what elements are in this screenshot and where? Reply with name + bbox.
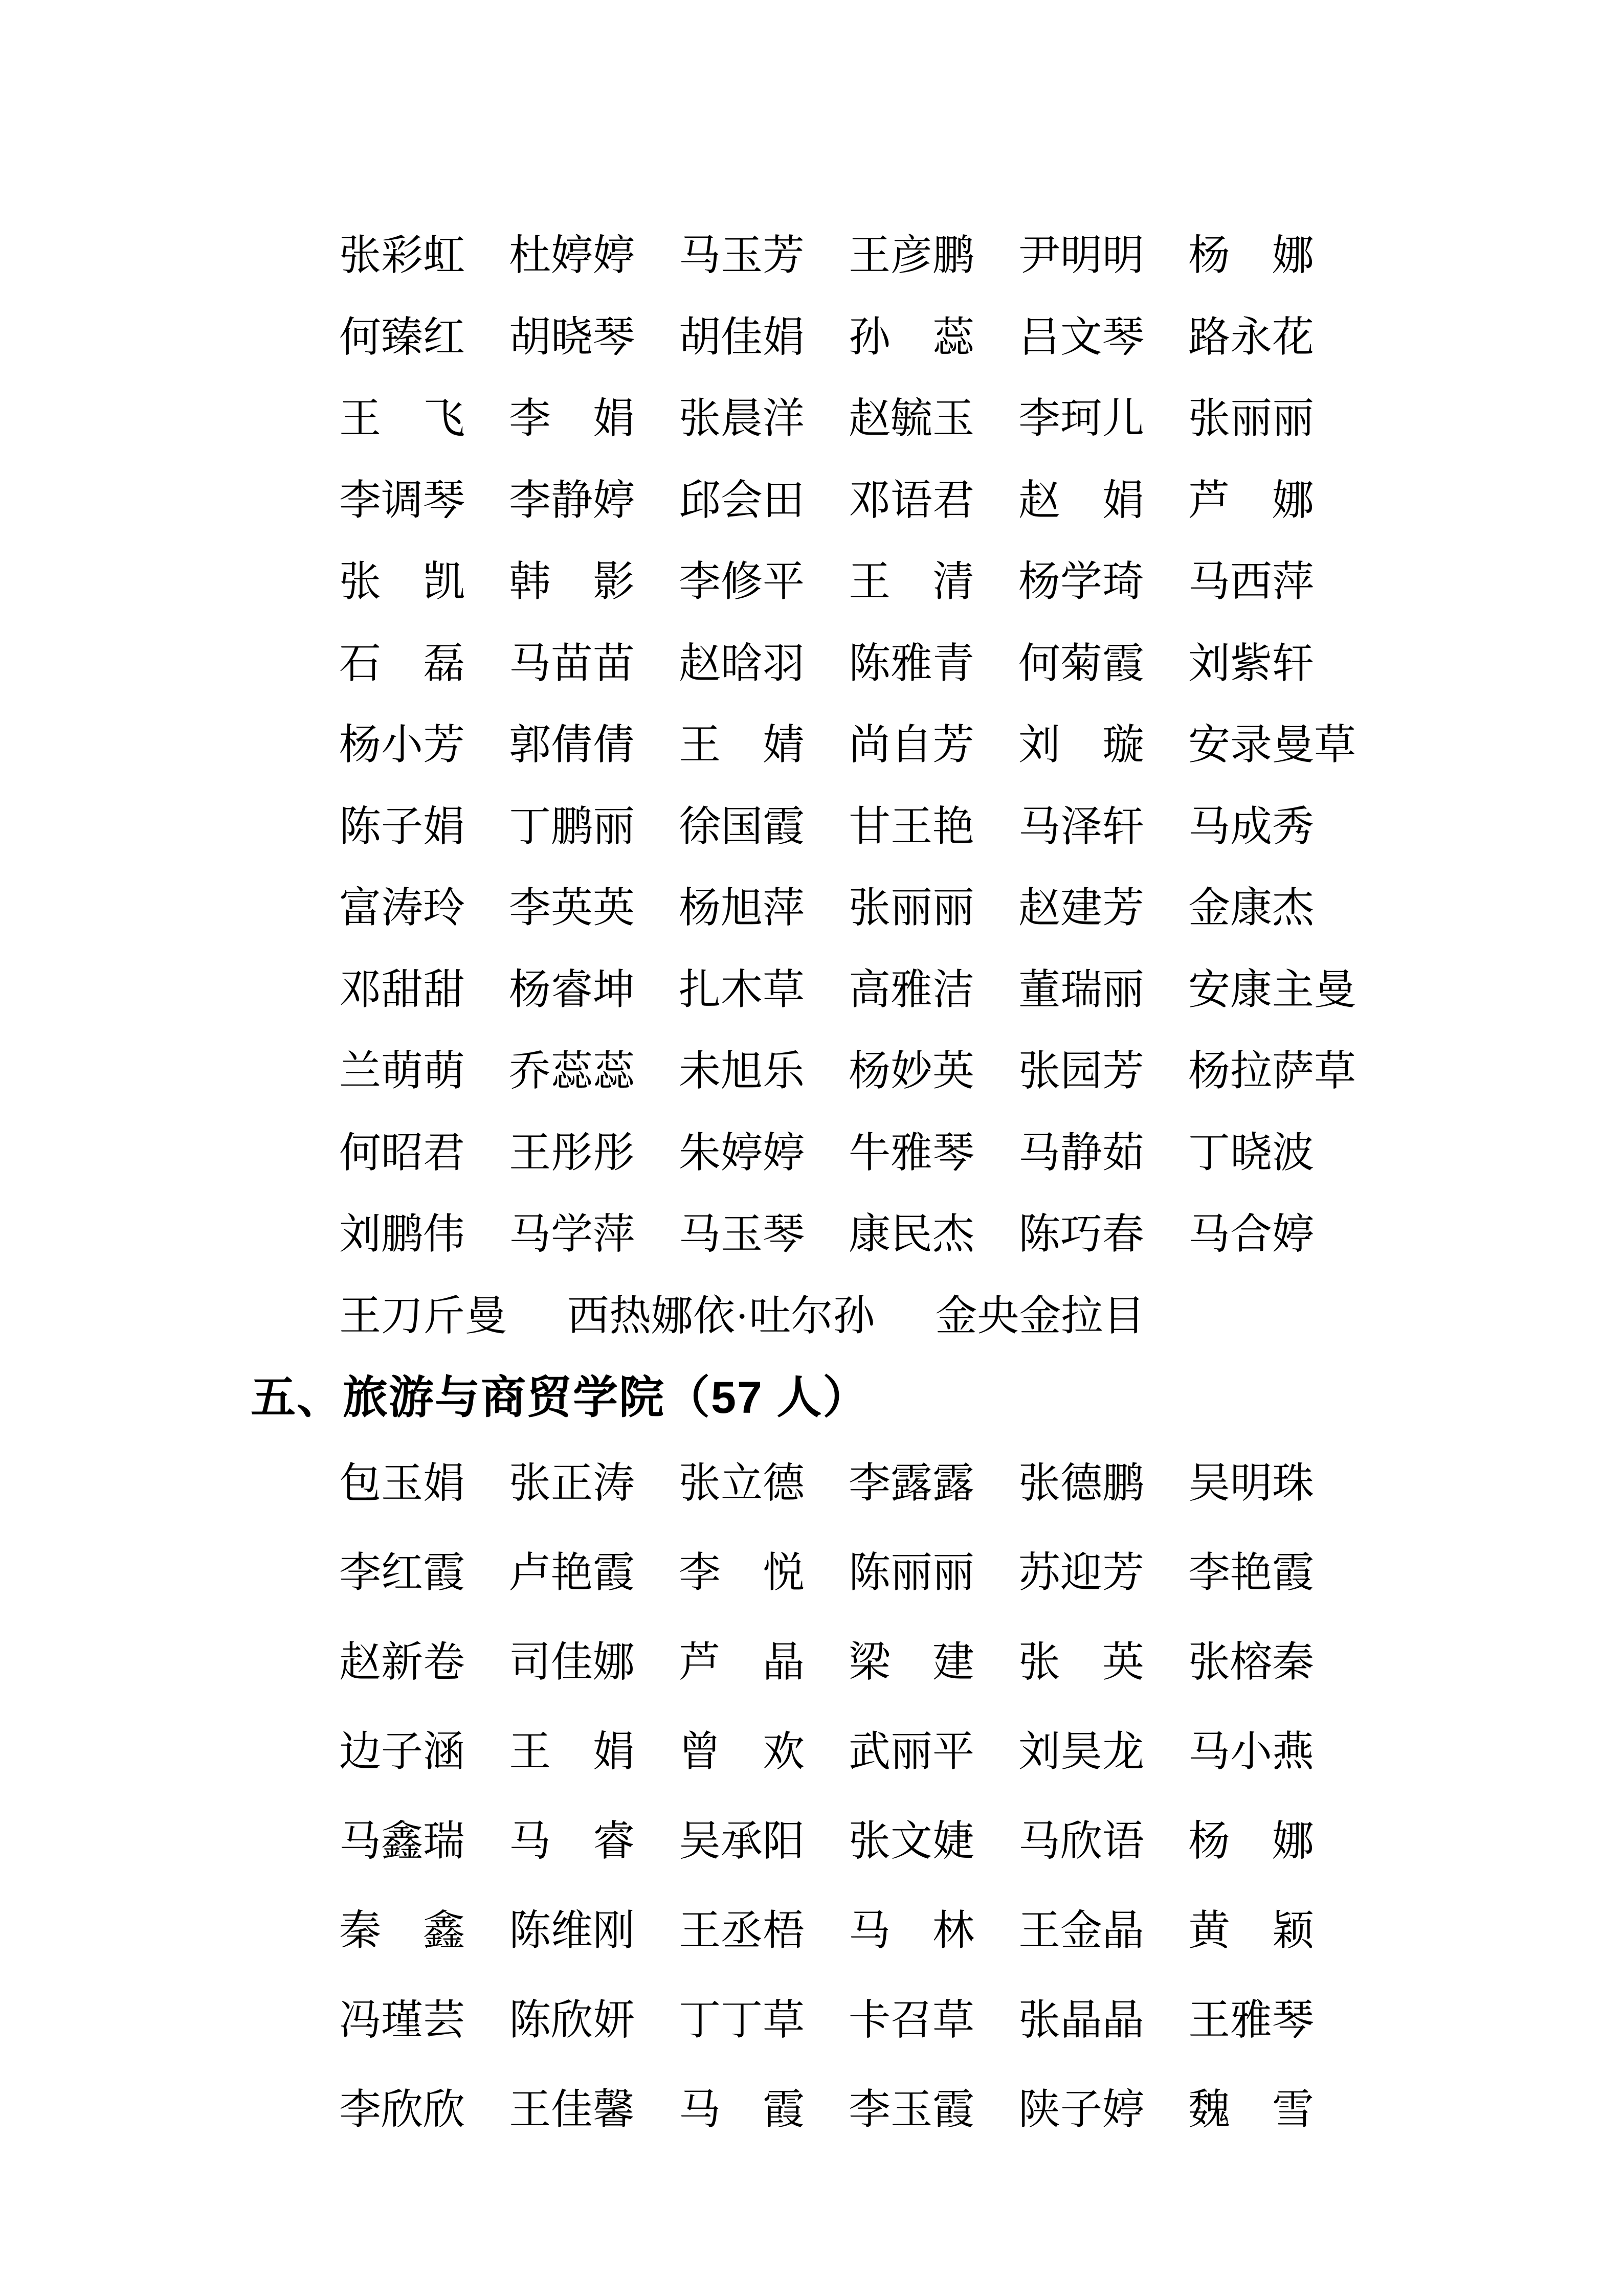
student-name: 张丽丽 (849, 885, 975, 932)
student-name: 卡召草 (849, 1997, 975, 2043)
student-name: 李玉霞 (849, 2086, 975, 2133)
student-name: 吴明珠 (1188, 1460, 1315, 1506)
student-name: 富涛玲 (339, 885, 465, 932)
student-name: 杨拉萨草 (1188, 1048, 1356, 1095)
student-name: 朱婷婷 (679, 1129, 805, 1176)
student-name: 李静婷 (509, 477, 635, 524)
name-row (339, 293, 1624, 375)
student-name: 乔蕊蕊 (509, 1048, 635, 1095)
name-row (339, 2061, 1624, 2151)
student-name: 高雅洁 (849, 966, 975, 1013)
name-row (339, 782, 1624, 864)
student-name: 杨 娜 (1188, 1818, 1315, 1864)
student-name: 赵建芳 (1018, 885, 1145, 932)
student-name: 邱会田 (679, 477, 805, 524)
student-name: 安录曼草 (1188, 722, 1356, 769)
student-name: 卢艳霞 (509, 1549, 635, 1596)
student-name: 徐国霞 (679, 803, 805, 850)
student-name: 边子涵 (339, 1728, 465, 1775)
name-row (339, 1793, 1624, 1882)
student-name: 马学萍 (509, 1211, 635, 1258)
section-heading: 五、旅游与商贸学院（57 人） (251, 1372, 869, 1423)
name-row (339, 1882, 1624, 1972)
student-name: 马 林 (849, 1907, 975, 1954)
student-name: 马西萍 (1188, 558, 1315, 605)
student-name: 马玉琴 (679, 1211, 805, 1258)
student-name: 张园芳 (1018, 1048, 1145, 1095)
student-name: 王 娟 (509, 1728, 635, 1775)
student-name: 司佳娜 (509, 1639, 635, 1685)
student-name: 孙 蕊 (849, 313, 975, 361)
student-name: 金央金拉目 (935, 1292, 1145, 1339)
student-name: 陈丽丽 (849, 1549, 975, 1596)
student-name: 吴承阳 (679, 1818, 805, 1864)
student-name: 赵 娟 (1018, 477, 1145, 524)
student-name: 魏 雪 (1188, 2086, 1315, 2133)
student-name: 刘紫轩 (1188, 640, 1315, 687)
student-name: 马 睿 (509, 1818, 635, 1864)
student-name: 杨睿坤 (509, 966, 635, 1013)
student-name: 尹明明 (1018, 232, 1145, 279)
name-row (339, 701, 1624, 782)
student-name: 王彦鹏 (849, 232, 975, 279)
student-name: 李露露 (849, 1460, 975, 1506)
student-name: 马鑫瑞 (339, 1818, 465, 1864)
student-name: 胡晓琴 (509, 313, 635, 361)
student-name: 牛雅琴 (849, 1129, 975, 1176)
student-name: 赵晗羽 (679, 640, 805, 687)
student-name: 杨小芳 (339, 722, 465, 769)
student-name: 马 霞 (679, 2086, 805, 2133)
student-name: 路永花 (1188, 313, 1315, 361)
student-name: 陈子娟 (339, 803, 465, 850)
student-name: 陈欣妍 (509, 1997, 635, 2043)
student-name: 王 婧 (679, 722, 805, 769)
student-name: 杨旭萍 (679, 885, 805, 932)
student-name: 马合婷 (1188, 1211, 1315, 1258)
student-name: 康民杰 (849, 1211, 975, 1258)
student-name: 芦 晶 (679, 1639, 805, 1685)
student-name: 郭倩倩 (509, 722, 635, 769)
name-row (339, 1703, 1624, 1793)
student-name: 何臻红 (339, 313, 465, 361)
student-name: 陈雅青 (849, 640, 975, 687)
student-name: 刘昊龙 (1018, 1728, 1145, 1775)
student-name: 张晨洋 (679, 395, 805, 442)
student-name: 武丽平 (849, 1728, 975, 1775)
name-row (339, 374, 1624, 456)
student-name: 丁晓波 (1188, 1129, 1315, 1176)
student-name: 吕文琴 (1018, 313, 1145, 361)
student-name: 王刀斤曼 (339, 1292, 507, 1339)
student-name: 李 娟 (509, 395, 635, 442)
student-name: 陕子婷 (1018, 2086, 1145, 2133)
student-name: 邓语君 (849, 477, 975, 524)
student-name: 赵毓玉 (849, 395, 975, 442)
student-name: 李红霞 (339, 1549, 465, 1596)
student-name: 李珂儿 (1018, 395, 1145, 442)
student-name: 张德鹏 (1018, 1460, 1145, 1506)
student-name: 刘鹏伟 (339, 1211, 465, 1258)
roster-top (0, 211, 1624, 1272)
student-name: 张文婕 (849, 1818, 975, 1864)
student-name: 马苗苗 (509, 640, 635, 687)
student-name: 王丞梧 (679, 1907, 805, 1954)
student-name: 王彤彤 (509, 1129, 635, 1176)
student-name: 马静茹 (1018, 1129, 1145, 1176)
student-name: 李艳霞 (1188, 1549, 1315, 1596)
student-name: 胡佳娟 (679, 313, 805, 361)
student-name: 张榕秦 (1188, 1639, 1315, 1685)
student-name: 马玉芳 (679, 232, 805, 279)
student-name: 马欣语 (1018, 1818, 1145, 1864)
student-name: 梁 建 (849, 1639, 975, 1685)
name-row (339, 619, 1624, 701)
student-name: 何菊霞 (1018, 640, 1145, 687)
name-row (339, 1524, 1624, 1614)
student-name: 曾 欢 (679, 1728, 805, 1775)
student-name: 丁鹏丽 (509, 803, 635, 850)
student-name: 扎木草 (679, 966, 805, 1013)
student-name: 张丽丽 (1188, 395, 1315, 442)
name-row (339, 1109, 1624, 1190)
student-name: 尚自芳 (849, 722, 975, 769)
student-name: 冯瑾芸 (339, 1997, 465, 2043)
student-name: 李调琴 (339, 477, 465, 524)
student-name: 李英英 (509, 885, 635, 932)
long-name-row (339, 1272, 1624, 1354)
student-name: 马成秀 (1188, 803, 1315, 850)
student-name: 马泽轩 (1018, 803, 1145, 850)
student-name: 张正涛 (509, 1460, 635, 1506)
student-name: 李欣欣 (339, 2086, 465, 2133)
name-row (339, 1614, 1624, 1703)
student-name: 邓甜甜 (339, 966, 465, 1013)
student-name: 董瑞丽 (1018, 966, 1145, 1013)
student-name: 王佳馨 (509, 2086, 635, 2133)
student-name: 王 飞 (339, 395, 465, 442)
student-name: 甘王艳 (849, 803, 975, 850)
student-name: 王金晶 (1018, 1907, 1145, 1954)
name-row (339, 456, 1624, 538)
student-name: 刘 璇 (1018, 722, 1145, 769)
student-name: 苏迎芳 (1018, 1549, 1145, 1596)
student-name: 芦 娜 (1188, 477, 1315, 524)
student-name: 张 凯 (339, 558, 465, 605)
student-name: 包玉娟 (339, 1460, 465, 1506)
student-name: 陈巧春 (1018, 1211, 1145, 1258)
student-name: 张晶晶 (1018, 1997, 1145, 2043)
name-row (339, 1027, 1624, 1109)
student-name: 杨 娜 (1188, 232, 1315, 279)
student-name: 杨学琦 (1018, 558, 1145, 605)
student-name: 金康杰 (1188, 885, 1315, 932)
student-name: 石 磊 (339, 640, 465, 687)
name-row (339, 211, 1624, 293)
student-name: 陈维刚 (509, 1907, 635, 1954)
student-name: 张 英 (1018, 1639, 1145, 1685)
student-name: 秦 鑫 (339, 1907, 465, 1954)
student-name: 韩 影 (509, 558, 635, 605)
student-name: 杨妙英 (849, 1048, 975, 1095)
name-row (339, 537, 1624, 619)
student-name: 赵新卷 (339, 1639, 465, 1685)
roster-section5 (0, 1435, 1624, 2151)
student-name: 王 清 (849, 558, 975, 605)
name-row (339, 946, 1624, 1027)
student-name: 张立德 (679, 1460, 805, 1506)
student-name: 杜婷婷 (509, 232, 635, 279)
name-row (339, 1435, 1624, 1524)
student-name: 丁丁草 (679, 1997, 805, 2043)
student-name: 王雅琴 (1188, 1997, 1315, 2043)
student-name: 黄 颖 (1188, 1907, 1315, 1954)
student-name: 安康主曼 (1188, 966, 1356, 1013)
name-row (339, 1972, 1624, 2061)
name-row (339, 864, 1624, 946)
student-name: 张彩虹 (339, 232, 465, 279)
student-name: 未旭乐 (679, 1048, 805, 1095)
student-name: 兰萌萌 (339, 1048, 465, 1095)
name-row (339, 1190, 1624, 1272)
student-name: 何昭君 (339, 1129, 465, 1176)
student-name: 马小燕 (1188, 1728, 1315, 1775)
student-name: 李 悦 (679, 1549, 805, 1596)
student-name: 李修平 (679, 558, 805, 605)
student-name: 西热娜依·吐尔孙 (567, 1292, 875, 1339)
